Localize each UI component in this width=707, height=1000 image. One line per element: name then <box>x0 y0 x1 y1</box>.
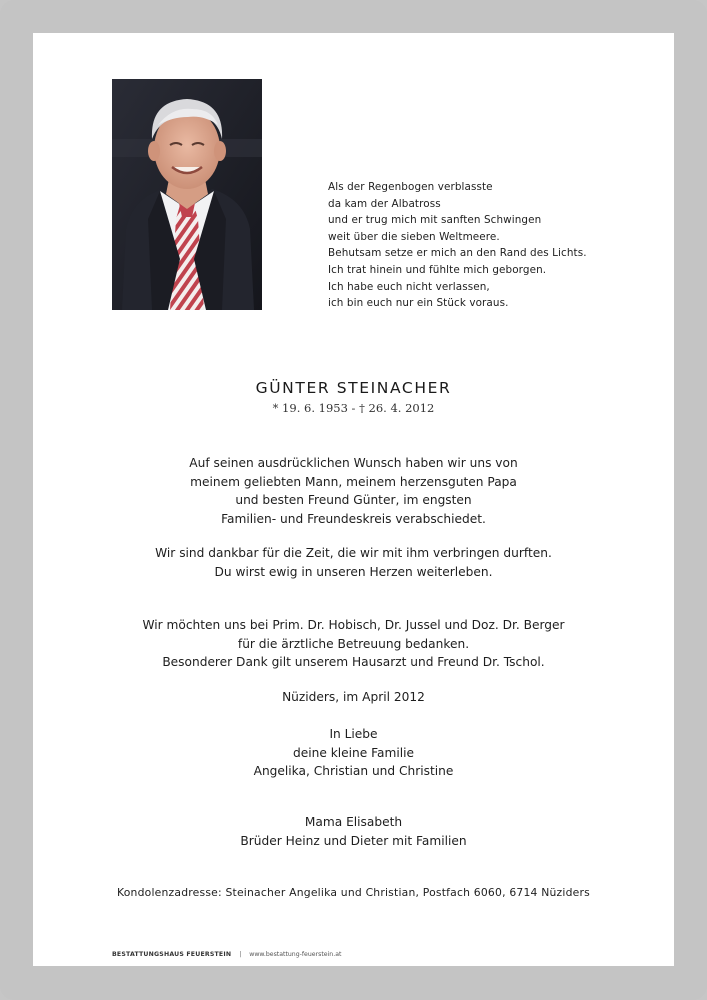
poem-line: Ich trat hinein und fühlte mich geborgen. <box>328 263 547 276</box>
relatives-signature <box>33 813 674 850</box>
farewell-paragraph <box>33 454 674 528</box>
funeral-home-link[interactable]: www.bestattung-feuerstein.at <box>249 951 342 958</box>
family-signature <box>33 725 674 781</box>
life-dates: * 19. 6. 1953 - † 26. 4. 2012 <box>272 401 435 415</box>
footer-separator: | <box>239 951 242 958</box>
poem-line: und er trug mich mit sanften Schwingen <box>328 214 542 227</box>
text-line: Familien- und Freundeskreis verabschiedet. <box>221 511 486 526</box>
text-line: Besonderer Dank gilt unserem Hausarzt und Freund Dr. Tschol. <box>162 655 545 670</box>
poem <box>328 179 628 312</box>
footer <box>112 951 341 958</box>
gratitude-paragraph <box>33 544 674 581</box>
text-line: In Liebe <box>329 727 378 741</box>
poem-line: Ich habe euch nicht verlassen, <box>328 280 490 293</box>
funeral-home-name: BESTATTUNGSHAUS FEUERSTEIN <box>112 951 232 958</box>
text-line: deine kleine Familie <box>292 745 415 760</box>
poem-line: Behutsam setze er mich an den Rand des Lichts. <box>328 247 587 260</box>
text-line: Mama Elisabeth <box>304 815 403 829</box>
poem-line: weit über die sieben Weltmeere. <box>328 230 500 243</box>
portrait-photo <box>112 79 262 310</box>
condolence-address: Kondolenzadresse: Steinacher Angelika und Christian, Postfach 6060, 6714 Nüziders <box>117 886 590 899</box>
poem-line: Als der Regenbogen verblasste <box>328 181 493 193</box>
text-line: Angelika, Christian und Christine <box>253 764 454 779</box>
text-line: Wir möchten uns bei Prim. Dr. Hobisch, Dr. Jussel und Doz. Dr. Berger <box>142 618 565 632</box>
poem-line: ich bin euch nur ein Stück voraus. <box>328 297 509 310</box>
text-line: meinem geliebten Mann, meinem herzensguten Papa <box>190 474 517 489</box>
text-line: Wir sind dankbar für die Zeit, die wir mit ihm verbringen durften. <box>155 546 552 560</box>
deceased-name: GÜNTER STEINACHER <box>255 379 452 397</box>
obituary-page <box>33 33 674 966</box>
text-line: Brüder Heinz und Dieter mit Familien <box>240 833 467 848</box>
doctors-thanks-paragraph <box>33 616 674 672</box>
text-line: Auf seinen ausdrücklichen Wunsch haben wir uns von <box>189 456 518 470</box>
text-line: und besten Freund Günter, im engsten <box>235 493 472 508</box>
text-line: Du wirst ewig in unseren Herzen weiterleben. <box>214 564 493 579</box>
place-date: Nüziders, im April 2012 <box>282 690 425 704</box>
text-line: für die ärztliche Betreuung bedanken. <box>237 636 470 651</box>
poem-line: da kam der Albatross <box>328 197 441 210</box>
